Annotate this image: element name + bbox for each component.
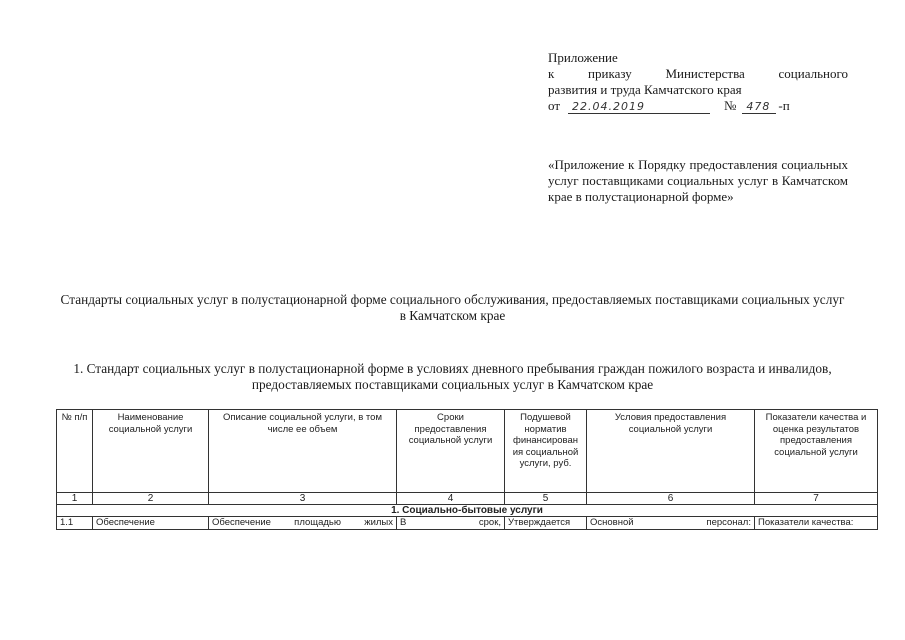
column-number-row: [57, 493, 878, 505]
header-cell-terms: Сроки предоставления социальной услуги: [397, 410, 505, 493]
appendix-order-line: к приказу Министерства социального: [548, 66, 848, 81]
row-service-name: Обеспечение: [93, 517, 209, 530]
row-quality: Показатели качества:: [755, 517, 878, 530]
column-number: 2: [93, 493, 209, 505]
document-title: Стандарты социальных услуг в полустационарной форме социального обслуживания, предоставляемых поставщиками социальных услуг в Камчатском крае: [60, 292, 845, 323]
column-number: 3: [209, 493, 397, 505]
number-label: №: [724, 98, 737, 113]
appendix-ministry-line: развития и труда Камчатского края: [548, 82, 742, 97]
handwritten-date: 22.04.2019: [568, 100, 710, 114]
row-description: Обеспечение площадью жилых: [209, 517, 397, 530]
column-number: 7: [755, 493, 878, 505]
row-terms: В срок,: [397, 517, 505, 530]
header-cell-conditions: Условия предоставления социальной услуги: [587, 410, 755, 493]
from-label: от: [548, 98, 561, 113]
row-conditions: Основной персонал:: [587, 517, 755, 530]
column-number: 4: [397, 493, 505, 505]
section-subtitle: 1. Стандарт социальных услуг в полустационарной форме в условиях дневного пребывания граждан пожилого возраста и инвалидов, предоставляемых поставщиками социальных услуг в Камчатском крае: [73, 361, 832, 392]
row-financing: Утверждается: [505, 517, 587, 530]
header-cell-quality: Показатели качества и оценка результатов предоставления социальной услуги: [755, 410, 878, 493]
appendix-date-line: [548, 98, 848, 114]
header-cell-number: № п/п: [57, 410, 93, 493]
header-cell-service-name: Наименование социальной услуги: [93, 410, 209, 493]
column-number: 6: [587, 493, 755, 505]
header-cell-description: Описание социальной услуги, в том числе ее объем: [209, 410, 397, 493]
quoted-appendix-title: «Приложение к Порядку предоставления социальных услуг поставщиками социальных услуг в Камчатском крае в полустационарной форме»: [548, 157, 848, 204]
standards-table: [56, 409, 878, 530]
table-row: [57, 517, 878, 530]
header-cell-financing: Подушевой норматив финансирован ия социальной услуги, руб.: [505, 410, 587, 493]
column-number: 1: [57, 493, 93, 505]
row-number: 1.1: [57, 517, 93, 530]
section-row: [57, 505, 878, 517]
appendix-block: [548, 50, 848, 114]
handwritten-number: 478: [742, 100, 776, 114]
column-number: 5: [505, 493, 587, 505]
section-title: 1. Социально-бытовые услуги: [57, 505, 878, 517]
table-header-row: [57, 410, 878, 493]
appendix-heading: Приложение: [548, 50, 618, 65]
number-suffix: -п: [778, 98, 790, 113]
